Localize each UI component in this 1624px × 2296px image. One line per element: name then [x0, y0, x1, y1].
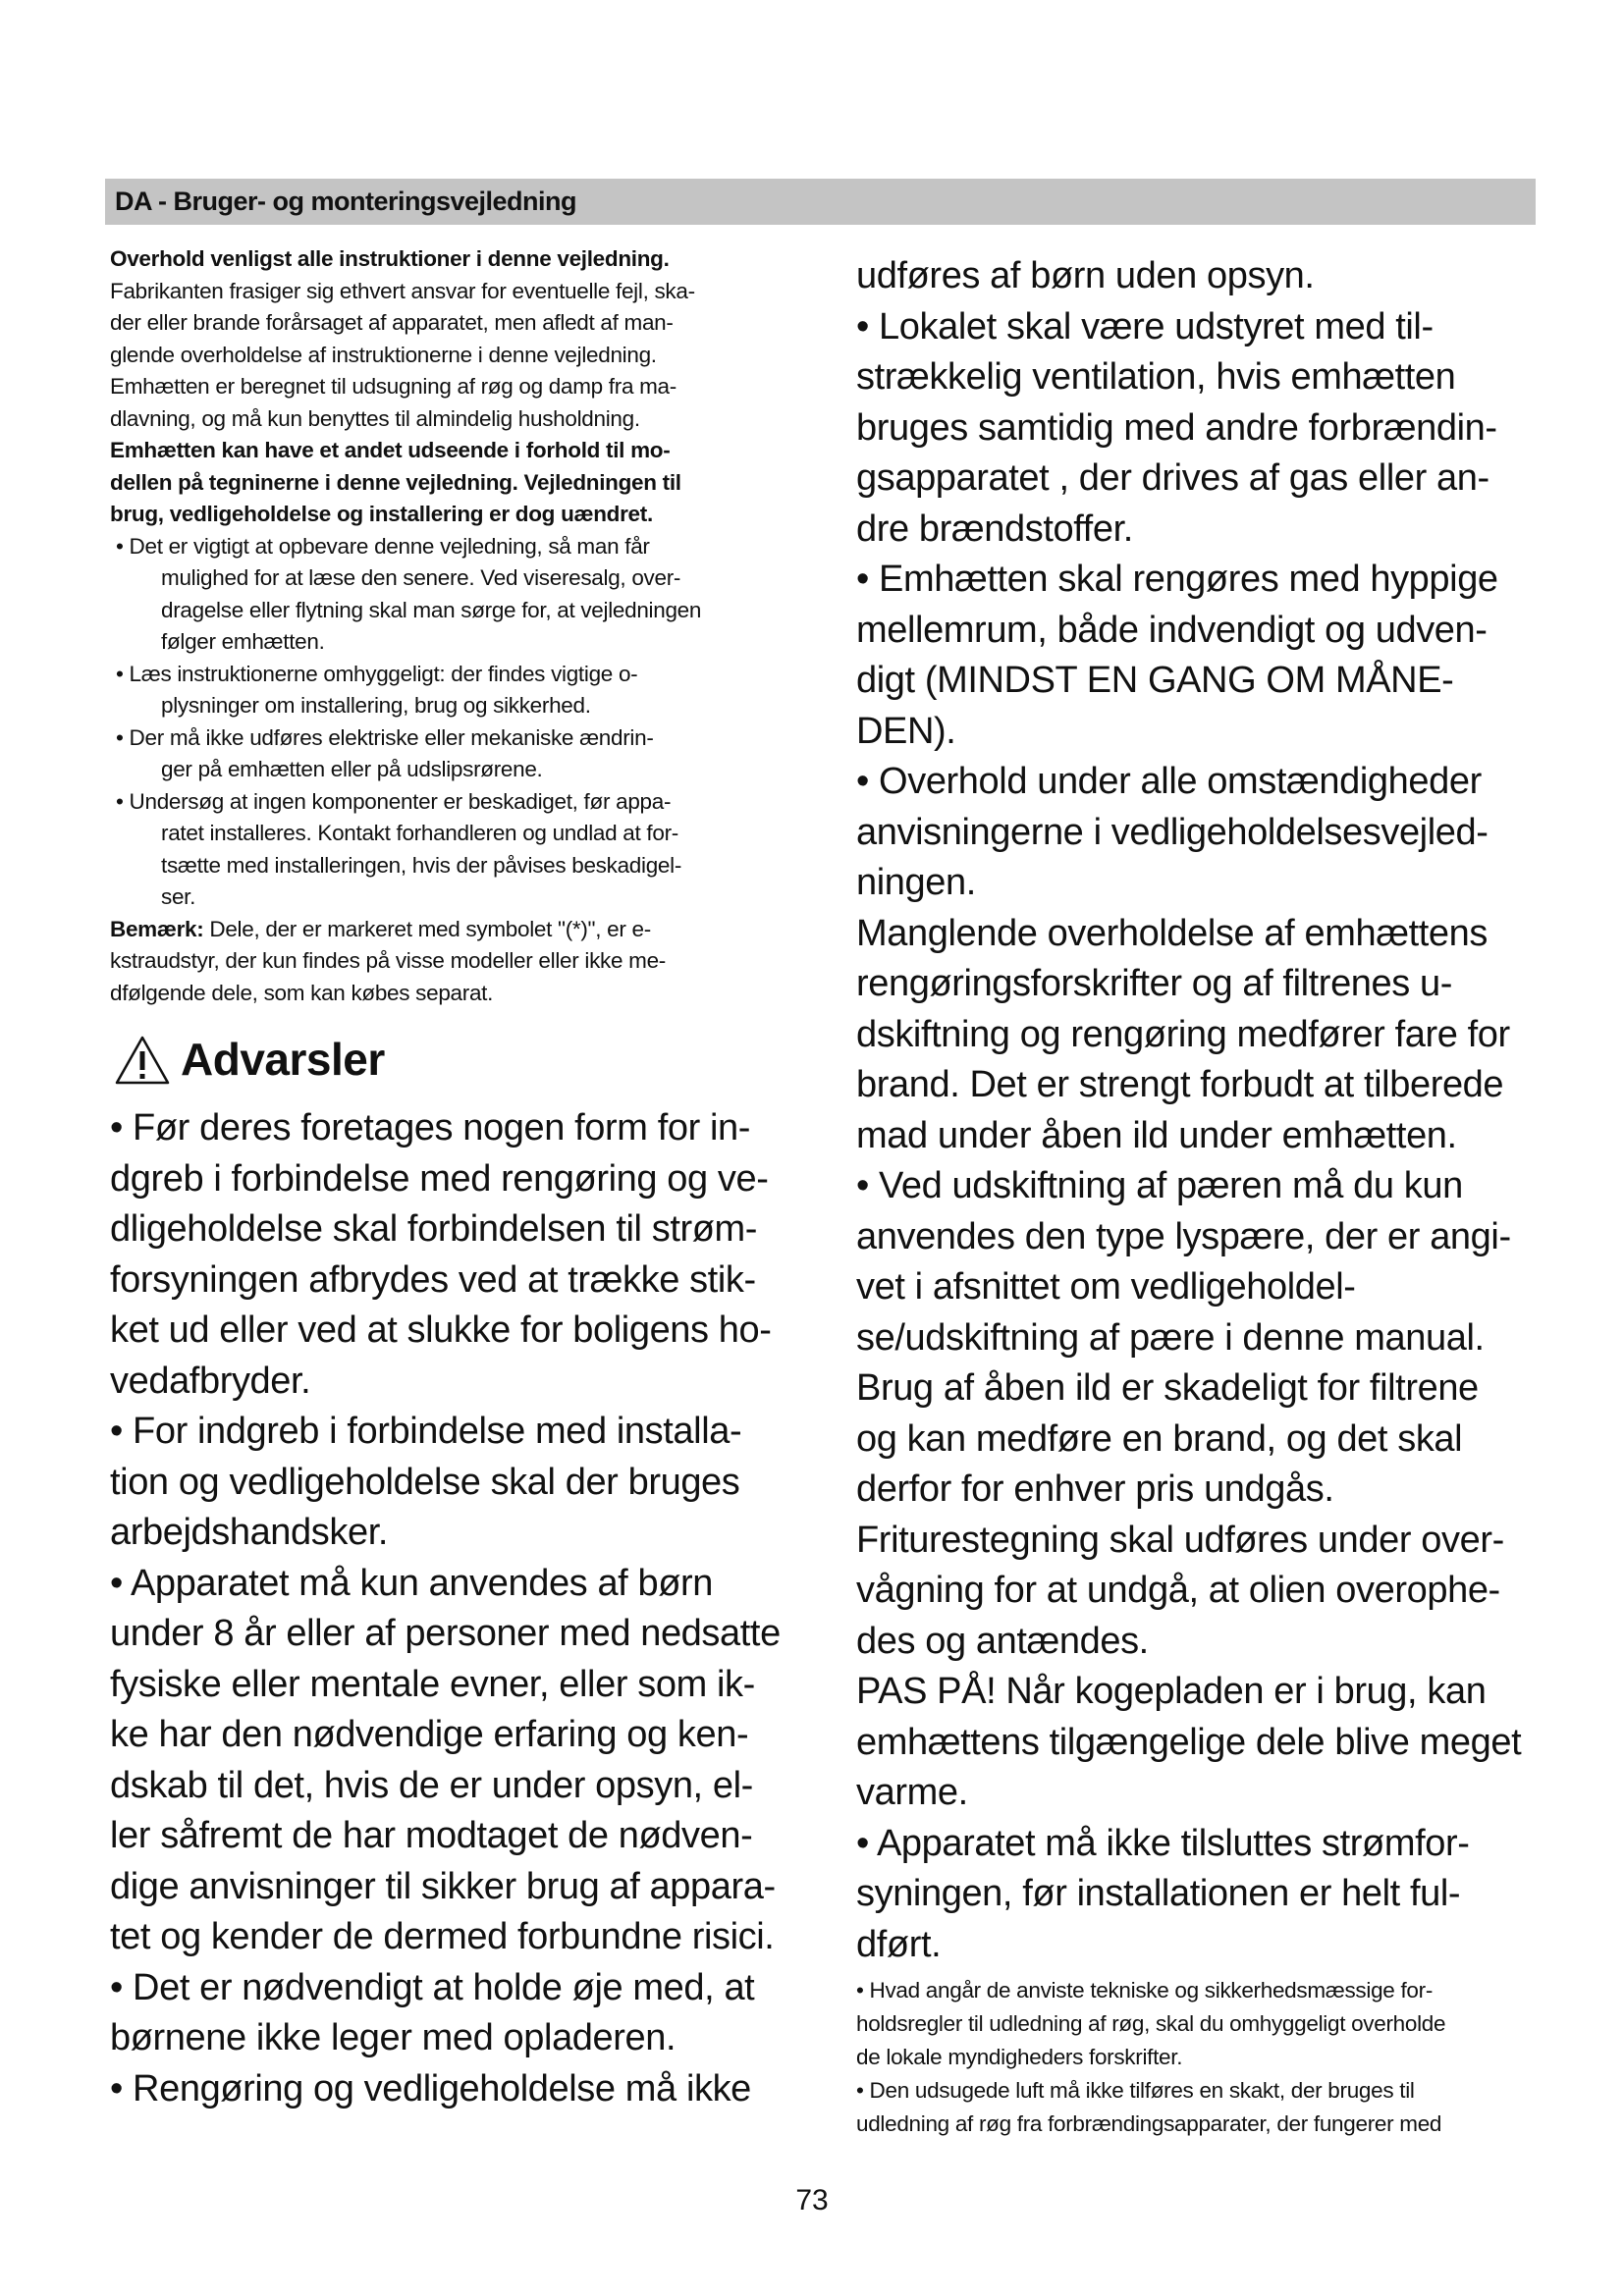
intro-line: Overhold venligst alle instruktioner i denne vejledning. [110, 246, 670, 271]
body-line: fysiske eller mentale evner, eller som ik- [110, 1663, 755, 1705]
body-line: syningen, før installationen er helt ful- [856, 1873, 1461, 1914]
small-line: • Hvad angår de anviste tekniske og sikkerhedsmæssige for- [856, 1978, 1434, 2002]
intro-line: plysninger om installering, brug og sikkerhed. [161, 693, 591, 718]
intro-line: følger emhætten. [161, 629, 325, 654]
body-line: strækkelig ventilation, hvis emhætten [856, 356, 1456, 398]
body-line: • Rengøring og vedligeholdelse må ikke [110, 2067, 751, 2109]
body-line: tion og vedligeholdelse skal der bruges [110, 1461, 740, 1503]
body-line: ningen. [856, 862, 976, 903]
warning-title: Advarsler [181, 1034, 385, 1085]
small-line: de lokale myndigheders forskrifter. [856, 2045, 1183, 2069]
body-line: • Før deres foretages nogen form for in- [110, 1107, 751, 1148]
right-column [856, 251, 1532, 2141]
intro-line: • Undersøg at ingen komponenter er beskadiget, før appa- [116, 788, 672, 814]
body-line: des og antændes. [856, 1620, 1149, 1662]
body-line: derfor for enhver pris undgås. [856, 1468, 1334, 1510]
intro-line: dellen på tegninerne i denne vejledning. Vejledningen til [110, 469, 681, 495]
body-line: Manglende overholdelse af emhættens [856, 912, 1488, 954]
body-line: vedafbryder. [110, 1360, 311, 1402]
body-line: Friturestegning skal udføres under over- [856, 1519, 1504, 1561]
small-line: • Den udsugede luft må ikke tilføres en skakt, der bruges til [856, 2078, 1415, 2103]
body-line: vet i afsnittet om vedligeholdel- [856, 1266, 1356, 1308]
body-line: anvendes den type lyspære, der er angi- [856, 1215, 1511, 1257]
body-line: forsyningen afbrydes ved at trække stik- [110, 1258, 756, 1301]
body-line: PAS PÅ! Når kogepladen er i brug, kan [856, 1671, 1487, 1712]
body-line: under 8 år eller af personer med nedsatte [110, 1613, 781, 1654]
intro-line: ratet installeres. Kontakt forhandleren og undlad at for- [161, 821, 678, 845]
body-line: • Emhætten skal rengøres med hyppige [856, 559, 1498, 600]
section-title: DA - Bruger- og monteringsvejledning [115, 187, 577, 216]
body-line: Brug af åben ild er skadeligt for filtrene [856, 1367, 1479, 1409]
body-line: dige anvisninger til sikker brug af appara- [110, 1865, 776, 1907]
left-column [110, 243, 783, 2114]
body-line: børnene ikke leger med opladeren. [110, 2017, 677, 2058]
intro-line: ser. [161, 884, 196, 909]
body-line: gsapparatet , der drives af gas eller an- [856, 457, 1489, 499]
intro-line: Emhætten er beregnet til udsugning af røg og damp fra ma- [110, 374, 677, 399]
intro-line: • Der må ikke udføres elektriske eller mekaniske ændrin- [116, 724, 654, 750]
intro-line: dlavning, og må kun benyttes til almindelig husholdning. [110, 405, 640, 431]
body-line: bruges samtidig med andre forbrændin- [856, 406, 1497, 449]
intro-line: dragelse eller flytning skal man sørge for, at vejledningen [161, 597, 702, 622]
body-line: • Overhold under alle omstændigheder [856, 761, 1482, 802]
warning-heading [110, 1023, 783, 1099]
right-body-text [856, 251, 1532, 1970]
body-line: ke har den nødvendige erfaring og ken- [110, 1714, 749, 1755]
warning-triangle-icon [114, 1035, 171, 1086]
body-line: dre brændstoffer. [856, 507, 1133, 550]
body-line: brand. Det er strengt forbudt at tilberede [856, 1064, 1504, 1105]
body-line: • Det er nødvendigt at holde øje med, at [110, 1966, 755, 2008]
intro-line: brug, vedligeholdelse og installering er dog uændret. [110, 502, 653, 526]
right-small-text [856, 1974, 1532, 2141]
body-line: ket ud eller ved at slukke for boligens ho- [110, 1309, 772, 1351]
intro-block [110, 243, 783, 1009]
body-line: • Apparatet må kun anvendes af børn [110, 1562, 714, 1604]
small-line: udledning af røg fra forbrændingsapparater, der fungerer med [856, 2111, 1442, 2136]
intro-line: ger på emhætten eller på udslipsrørene. [161, 757, 543, 781]
intro-line: der eller brande forårsaget af apparatet, men afledt af man- [110, 310, 674, 335]
body-line: og kan medføre en brand, og det skal [856, 1417, 1463, 1460]
body-line: dgreb i forbindelse med rengøring og ve- [110, 1157, 769, 1200]
intro-line: Bemærk: Dele, der er markeret med symbolet "(*)", er e- [110, 916, 651, 941]
body-line: dskab til det, hvis de er under opsyn, el- [110, 1764, 753, 1806]
body-line: • Apparatet må ikke tilsluttes strømfor- [856, 1822, 1470, 1864]
intro-line: tsætte med installeringen, hvis der påvises beskadigel- [161, 852, 682, 878]
body-line: DEN). [856, 710, 956, 752]
body-line: vågning for at undgå, at olien overophe- [856, 1570, 1500, 1611]
body-line: arbejdshandsker. [110, 1512, 389, 1553]
body-line: dført. [856, 1923, 942, 1965]
body-line: dskiftning og rengøring medfører fare for [856, 1013, 1510, 1055]
intro-line: kstraudstyr, der kun findes på visse modeller eller ikke me- [110, 948, 666, 973]
intro-line: Emhætten kan have et andet udseende i forhold til mo- [110, 438, 671, 462]
body-line: tet og kender de dermed forbundne risici. [110, 1916, 775, 1957]
small-line: holdsregler til udledning af røg, skal du omhyggeligt overholde [856, 2011, 1446, 2036]
body-line: anvisningerne i vedligeholdelsesvejled- [856, 811, 1489, 853]
body-line: dligeholdelse skal forbindelsen til strøm- [110, 1208, 758, 1250]
intro-line: • Det er vigtigt at opbevare denne vejledning, så man får [116, 533, 650, 559]
body-line: rengøringsforskrifter og af filtrenes u- [856, 963, 1453, 1004]
intro-line: mulighed for at læse den senere. Ved viseresalg, over- [161, 565, 681, 590]
body-line: • Ved udskiftning af pæren må du kun [856, 1165, 1463, 1206]
body-line: • For indgreb i forbindelse med installa- [110, 1411, 742, 1452]
left-body-text [110, 1103, 783, 2114]
intro-line: Fabrikanten frasiger sig ethvert ansvar for eventuelle fejl, ska- [110, 278, 695, 303]
intro-line: dfølgende dele, som kan købes separat. [110, 980, 494, 1005]
body-line: emhættens tilgængelige dele blive meget [856, 1721, 1522, 1763]
intro-line: • Læs instruktionerne omhyggeligt: der findes vigtige o- [116, 661, 638, 686]
body-line: digt (MINDST EN GANG OM MÅNE- [856, 660, 1454, 701]
body-line: udføres af børn uden opsyn. [856, 255, 1315, 296]
body-line: mad under åben ild under emhætten. [856, 1114, 1457, 1156]
body-line: ler såfremt de har modtaget de nødven- [110, 1815, 753, 1856]
body-line: se/udskiftning af pære i denne manual. [856, 1316, 1485, 1359]
section-header-bar [105, 179, 1536, 225]
body-line: mellemrum, både indvendigt og udven- [856, 609, 1488, 651]
body-line: • Lokalet skal være udstyret med til- [856, 305, 1434, 347]
page-number: 73 [795, 2184, 829, 2216]
body-line: varme. [856, 1772, 968, 1813]
intro-line: glende overholdelse af instruktionerne i denne vejledning. [110, 342, 657, 367]
